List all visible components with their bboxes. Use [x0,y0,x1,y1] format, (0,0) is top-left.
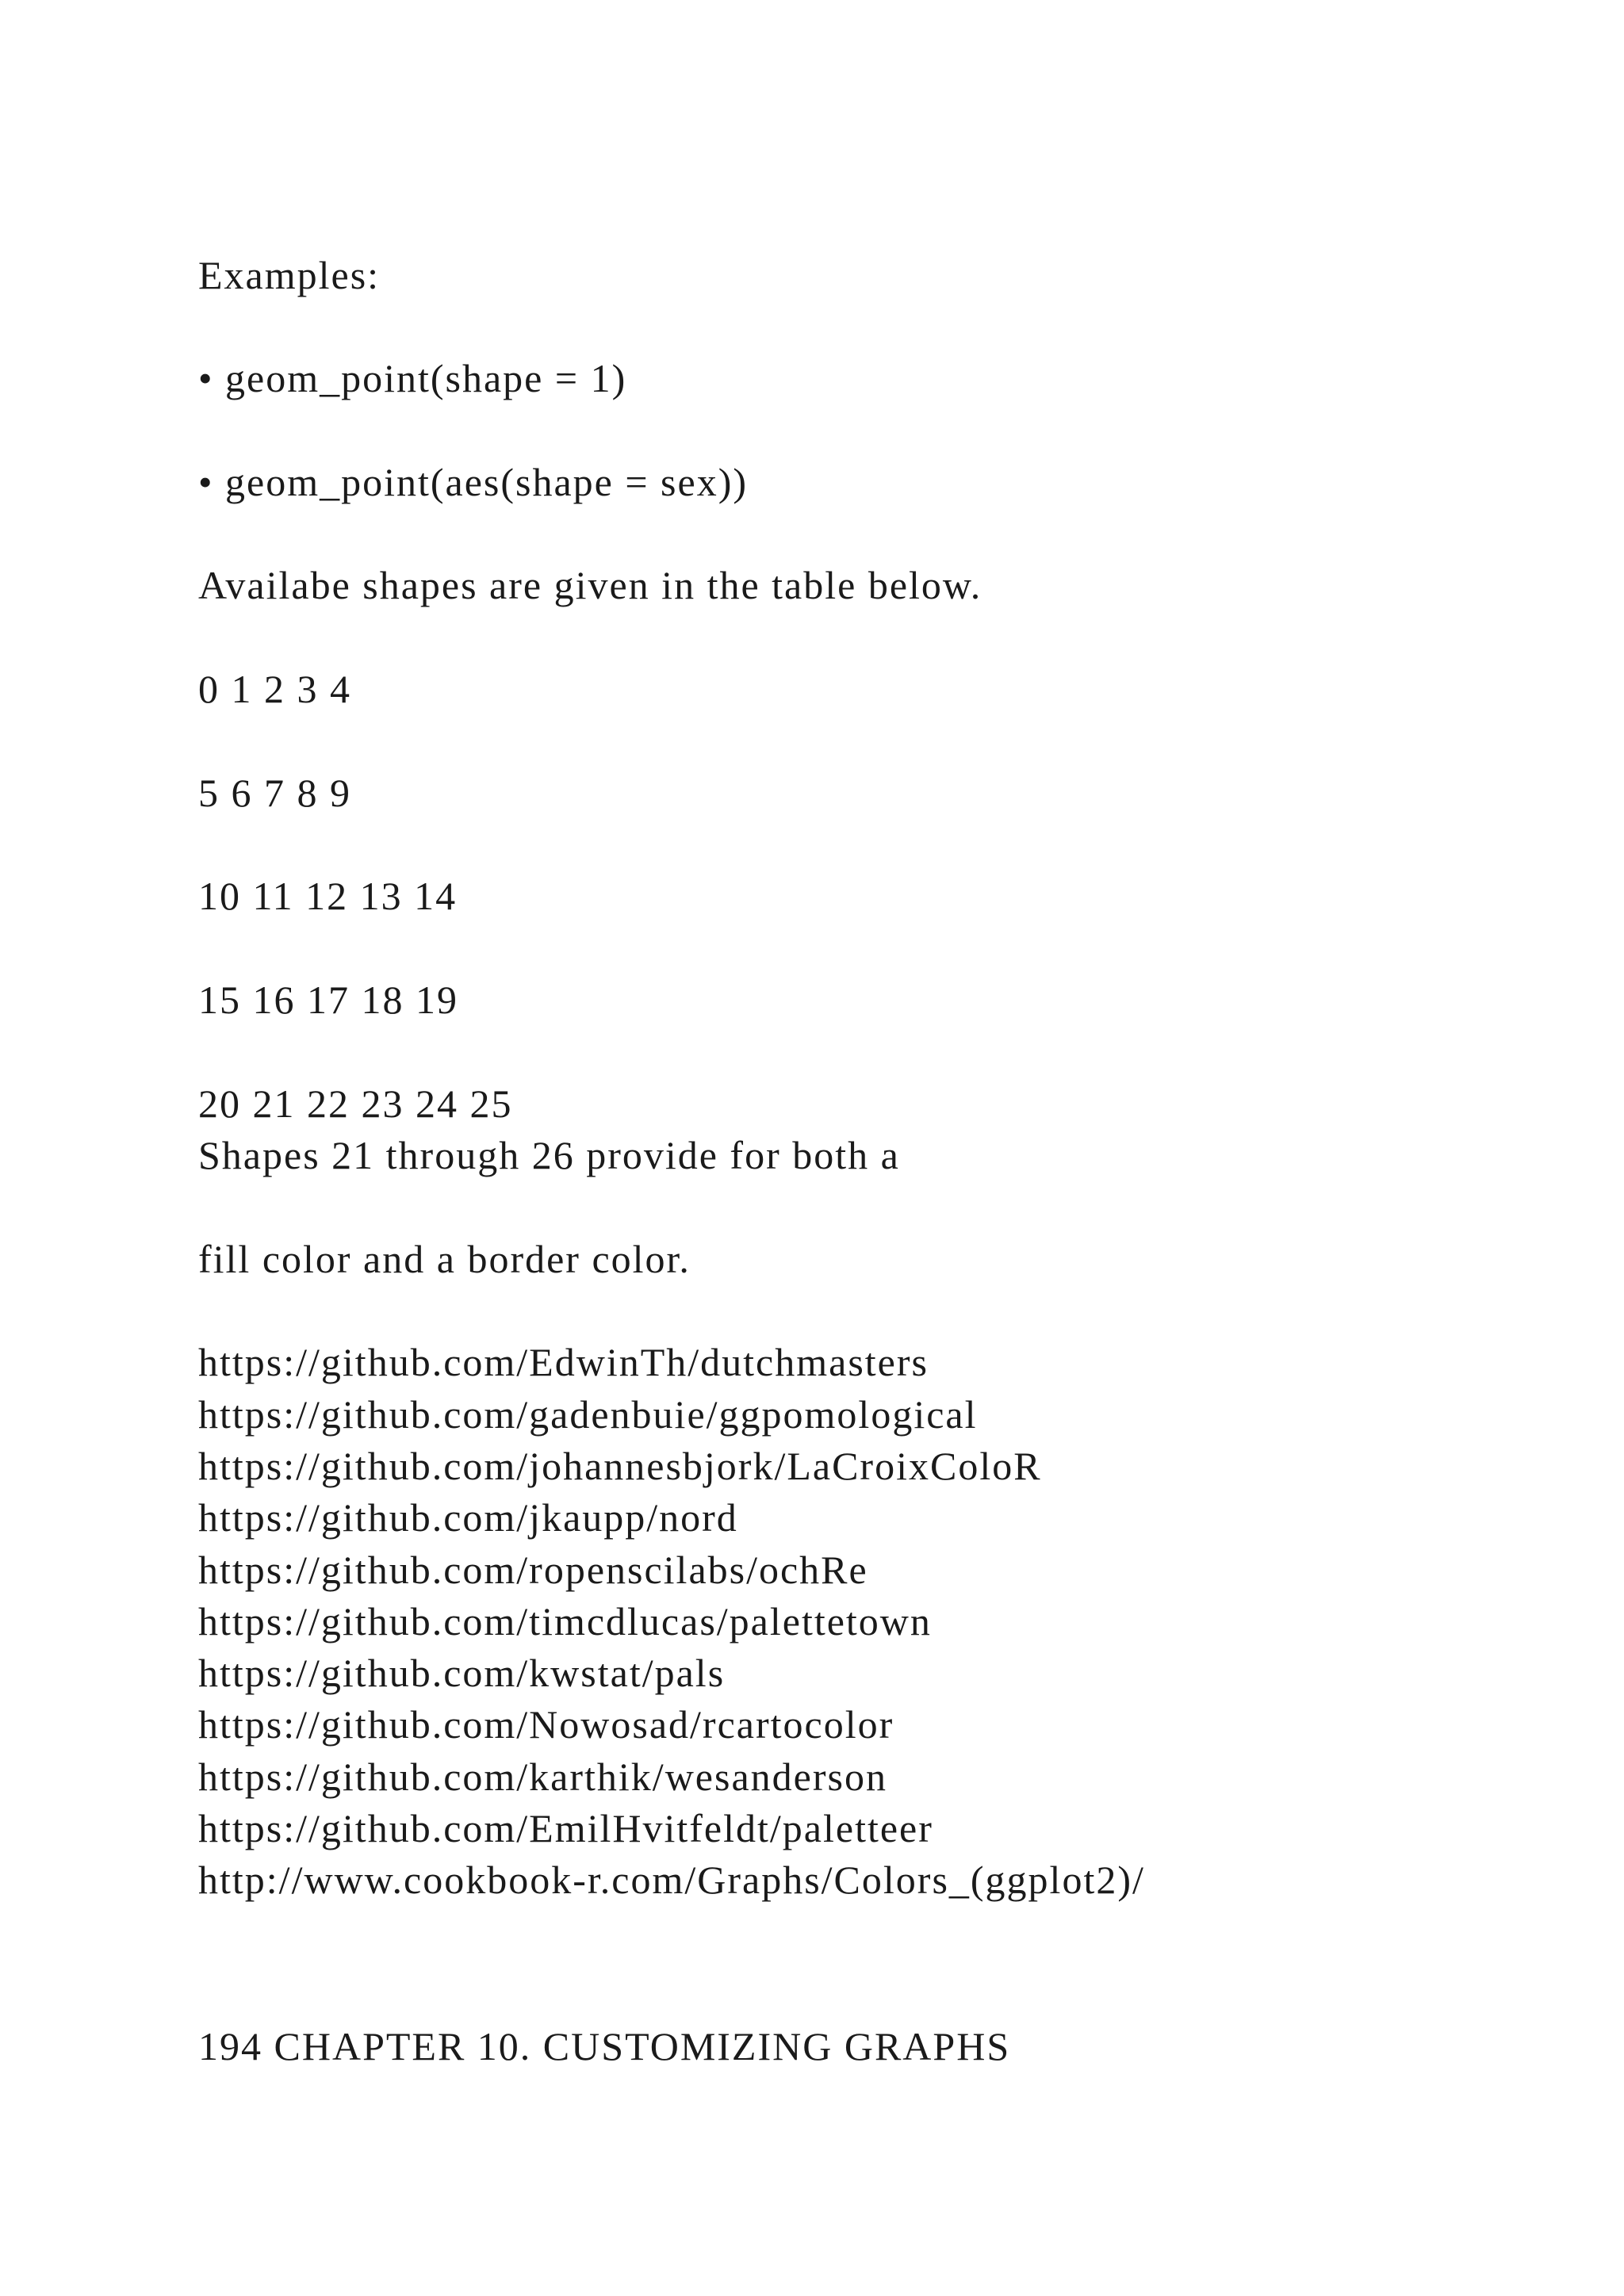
examples-heading: Examples: [198,253,381,297]
link-dutchmasters[interactable]: https://github.com/EdwinTh/dutchmasters [198,1340,929,1384]
link-pals[interactable]: https://github.com/kwstat/pals [198,1651,726,1695]
page-footer: 194 CHAPTER 10. CUSTOMIZING GRAPHS [198,2024,1011,2068]
shape-table-row: 15 16 17 18 19 [198,978,458,1022]
link-lacroixcolor[interactable]: https://github.com/johannesbjork/LaCroixColoR [198,1444,1042,1488]
shape-table-row: 5 6 7 8 9 [198,771,351,815]
shapes-note-line: Shapes 21 through 26 provide for both a [198,1133,900,1177]
shapes-note-line: fill color and a border color. [198,1237,691,1281]
shape-table-row: 10 11 12 13 14 [198,874,458,918]
example-item: • geom_point(shape = 1) [198,356,627,400]
link-palettetown[interactable]: https://github.com/timcdlucas/palettetown [198,1599,932,1644]
link-ggpomological[interactable]: https://github.com/gadenbuie/ggpomological [198,1392,978,1437]
shape-table-row: 0 1 2 3 4 [198,667,351,711]
link-nord[interactable]: https://github.com/jkaupp/nord [198,1495,738,1540]
link-ochre[interactable]: https://github.com/ropenscilabs/ochRe [198,1548,868,1592]
link-wesanderson[interactable]: https://github.com/karthik/wesanderson [198,1755,887,1799]
intro-sentence: Availabe shapes are given in the table below. [198,563,982,607]
shape-table-row: 20 21 22 23 24 25 [198,1081,513,1126]
link-cookbook-r[interactable]: http://www.cookbook-r.com/Graphs/Colors_(ggplot2)/ [198,1858,1145,1902]
example-item: • geom_point(aes(shape = sex)) [198,460,749,504]
link-rcartocolor[interactable]: https://github.com/Nowosad/rcartocolor [198,1702,894,1747]
link-paletteer[interactable]: https://github.com/EmilHvitfeldt/paletteer [198,1806,933,1850]
